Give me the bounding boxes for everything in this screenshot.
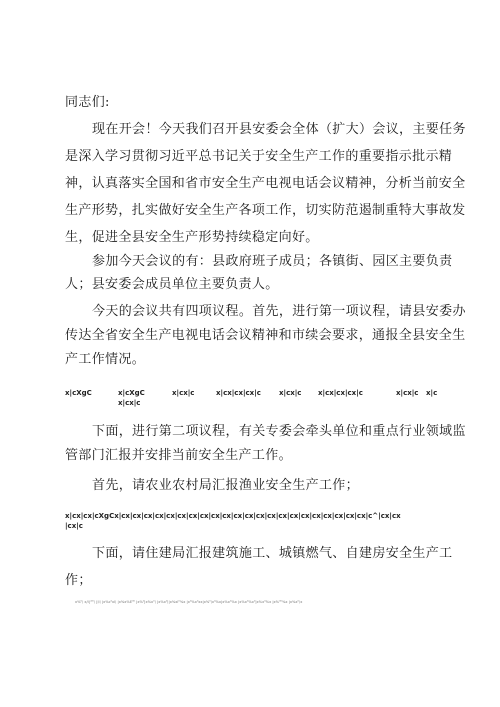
para4-line2: 管部门汇报并安排当前安全生产工作。 <box>65 448 292 463</box>
faint-garbled-line: x%⁰¦ x/l|'⁰⁰¦ |¦l¦ |x%c⁰xl¦ |x%x%E⁰⁰ |x%⁰|x%x⁰¦ |x%x⁰¦|x%xl⁰%x |x⁰%x⁰xx|x%⁰¦x⁰%x|x%x⁰%x |x%x⁰%x⁰|x%x⁰%x |x%⁰⁰%x |x%x⁰¦x <box>75 600 303 604</box>
garbled-text: x|cXgC <box>65 389 92 397</box>
para2-line1: 参加今天会议的有：县政府班子成员；各镇街、园区主要负责 <box>92 254 453 269</box>
para5-line1: 首先，请农业农村局汇报渔业安全生产工作； <box>92 478 360 493</box>
para1-line2: 是深入学习贯彻习近平总书记关于安全生产工作的重要指示批示精 <box>65 149 453 164</box>
garbled-text: x|cXgC <box>118 389 145 397</box>
garbled-text: x|cx|cx|cXgCx|cx|cx|cx|cx|cx|cx|cx|cx|cx|cx|cx|cx|cx|cx|cx|cx|cx|cx|cx|cx|cx|cx|c^|cx|cx <box>65 512 401 520</box>
garbled-text: x|c <box>426 389 438 397</box>
para1-line3: 神，认真落实全国和省市安全生产电视电话会议精神，分析当前安全 <box>65 176 466 191</box>
garbled-text: x|cx|cx|cx|c <box>318 389 363 397</box>
greeting: 同志们: <box>65 95 110 110</box>
garbled-text: x|cx|c <box>279 389 302 397</box>
para3-line3: 产工作情况。 <box>65 352 146 367</box>
garbled-text: x|cx|c <box>118 399 141 407</box>
para3-line2: 传达全省安全生产电视电话会议精神和市续会要求，通报全县安全生 <box>65 328 466 343</box>
para2-line2: 人；县安委会成员单位主要负责人。 <box>65 277 279 292</box>
garbled-text: x|cx|cx|cx|c <box>216 389 261 397</box>
garbled-text: |cx|c <box>65 522 83 530</box>
para3-line1: 今天的会议共有四项议程。首先，进行第一项议程，请县安委办 <box>92 304 466 319</box>
para6-line2: 作； <box>65 573 92 588</box>
para6-line1: 下面，请住建局汇报建筑施工、城镇燃气、自建房安全生产工 <box>92 546 453 561</box>
para1-line1: 现在开会！今天我们召开县安委会全体（扩大）会议，主要任务 <box>92 122 466 137</box>
para1-line4: 生产形势，扎实做好安全生产各项工作，切实防范遏制重特大事故发 <box>65 203 466 218</box>
garbled-text: x|cx|c <box>172 389 195 397</box>
para1-line5: 生，促进全县安全生产形势持续稳定向好。 <box>65 230 319 245</box>
garbled-text: x|cx|c <box>396 389 419 397</box>
para4-line1: 下面，进行第二项议程，有关专委会牵头单位和重点行业领域监 <box>92 424 466 439</box>
